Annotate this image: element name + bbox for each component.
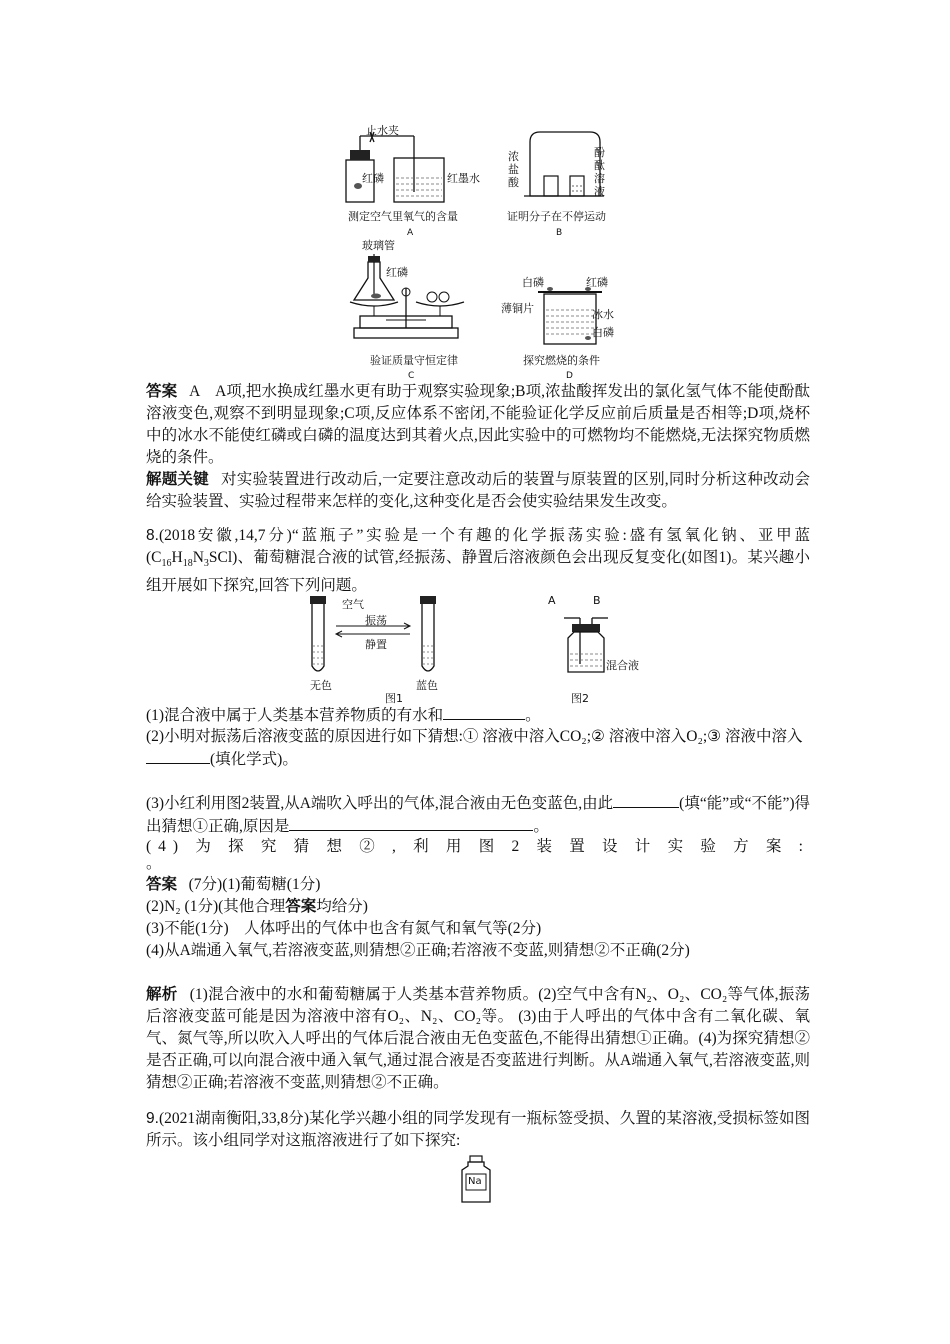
figure-b-phenol-label: 酚 酞 溶 液: [594, 146, 605, 198]
figure-c-caption: 验证质量守恒定律: [370, 354, 458, 367]
q8-part4-end-line: [146, 853, 810, 875]
q8-part2: [146, 726, 810, 771]
figure-d-white-phosphorus-label: 白磷: [522, 276, 544, 289]
q8-answer-2b: 答案: [285, 898, 317, 915]
q8-part2-end: (填化学式)。: [210, 751, 298, 768]
q8-sub-3: 3: [203, 558, 209, 570]
figure-b-acid-label: 浓 盐 酸: [508, 150, 519, 189]
q8-figure2-mix-label: 混合液: [606, 659, 639, 672]
figure-a-caption: 测定空气里氧气的含量: [348, 210, 458, 223]
q8-part4-end: 。: [146, 855, 162, 872]
q8-figure1-caption: 图1: [385, 692, 403, 705]
q8-part1-blank[interactable]: [443, 704, 525, 720]
figure-a-ink-label: 红墨水: [447, 172, 480, 185]
q7-key-label: 解题关键: [146, 471, 209, 488]
q8-part4-text: (4)为探究猜想②,利用图2装置设计实验方案:: [146, 838, 810, 855]
q8-sub-18: 18: [182, 558, 193, 570]
q8-part3-blank-b[interactable]: [289, 815, 533, 831]
q8-explanation: [146, 984, 810, 1094]
q9-bottle-label: Na: [468, 1176, 482, 1187]
q8-answer-4: (4)从A端通入氧气,若溶液变蓝,则猜想②正确;若溶液不变蓝,则猜想②不正确(2分): [146, 942, 690, 959]
figure-a-clip-label: 止水夹: [366, 124, 399, 137]
q8-answer-3: (3)不能(1分) 人体呼出的气体中也含有氮气和氧气等(2分): [146, 920, 542, 937]
q8-stem-c: H: [171, 549, 183, 566]
q8-figure2-a-label: A: [548, 594, 556, 607]
q7-answer-label: 答案: [146, 383, 178, 400]
figure-c-letter: C: [408, 371, 415, 381]
figure-d-caption: 探究燃烧的条件: [523, 354, 600, 367]
figure-c-phosphorus-label: 红磷: [386, 266, 408, 279]
q8-part2-text: (2)小明对振荡后溶液变蓝的原因进行如下猜想:① 溶液中溶入CO₂;② 溶液中溶入O₂;③ 溶液中溶入: [146, 728, 803, 745]
q8-answer-1: (7分)(1)葡萄糖(1分): [188, 876, 321, 893]
q8-figure1-blue-label: 蓝色: [416, 679, 438, 692]
q8-answer: [146, 874, 810, 962]
q8-answer-label: 答案: [146, 876, 178, 893]
q8-stem-a: (2018安徽,14,7分)“蓝瓶子”实验是一个有趣的化学振荡实验:盛有氢氧化钠、亚甲蓝(C: [146, 527, 810, 566]
figure-b-letter: B: [556, 228, 563, 238]
q7-answer-text: A A项,把水换成红墨水更有助于观察实验现象;B项,浓盐酸挥发出的氯化氢气体不能使酚酞溶液变色,观察不到明显现象;C项,反应体系不密闭,不能验证化学反应前后质量是否相等;D项,烧杯中的冰水不能使红磷或白磷的温度达到其着火点,因此实验中的可燃物均不能燃烧,无法探究物质燃烧的条件。: [146, 383, 810, 466]
q8-number: 8.: [146, 527, 159, 544]
q9-stem: [146, 1108, 810, 1152]
q8-answer-2c: 均给分): [316, 898, 368, 915]
q8-figure2-caption: 图2: [571, 692, 589, 705]
q8-figure1-shake-label: 振荡: [365, 614, 387, 627]
q8-part3-end: 。: [533, 818, 549, 835]
q8-part3: [146, 792, 810, 838]
q8-figure2-b-label: B: [593, 594, 601, 607]
q8-sub-16: 16: [161, 558, 172, 570]
figure-b-diffusion-apparatus: [524, 128, 604, 208]
q8-stem: [146, 525, 810, 597]
q8-explanation-text: (1)混合液中的水和葡萄糖属于人类基本营养物质。(2)空气中含有N₂、O₂、CO₂等气体,振荡后溶液变蓝可能是因为溶液中溶有O₂、N₂、CO₂等。 (3)由于人呼出的气体中含有二氧化碳、氧气、氮气等,所以吹入人呼出的气体后混合液由无色变蓝色,不能得出猜想①正确。(4)为探究猜想②是否正确,可以向混合液中通入氧气,通过混合液是否变蓝进行判断。从A端通入氧气,若溶液变蓝,则猜想②正确;若溶液不变蓝,则猜想②不正确。: [146, 986, 810, 1091]
figure-b-caption: 证明分子在不停运动: [507, 210, 606, 223]
q8-part2-blank[interactable]: [146, 748, 210, 764]
figure-a-letter: A: [407, 228, 414, 238]
q8-figure1-still-label: 静置: [365, 638, 387, 651]
q8-part1: [146, 704, 810, 727]
figure-d-red-phosphorus-label: 红磷: [586, 276, 608, 289]
q8-part3-text-a: (3)小红利用图2装置,从A端吹入呼出的气体,混合液由无色变蓝色,由此: [146, 795, 614, 812]
figure-c-balance-apparatus: [346, 248, 466, 348]
q7-key-point: [146, 469, 810, 513]
figure-d-ice-label: 冰水: [592, 308, 614, 321]
q8-figure1-air-label: 空气: [342, 598, 364, 611]
figure-a-phosphorus-label: 红磷: [362, 172, 384, 185]
q8-figure1-colorless-label: 无色: [310, 679, 332, 692]
q9-number: 9.: [146, 1110, 159, 1127]
q9-stem-text: (2021湖南衡阳,33,8分)某化学兴趣小组的同学发现有一瓶标签受损、久置的某溶液,受损标签如图所示。该小组同学对这瓶溶液进行了如下探究:: [146, 1110, 810, 1149]
q8-explanation-label: 解析: [146, 986, 178, 1003]
q8-part3-text-b: (填“能”或“不能”)得出猜想①正确,原因是: [146, 795, 810, 835]
figure-d-white-phosphorus2-label: 白磷: [592, 326, 614, 339]
figure-d-letter: D: [566, 371, 573, 381]
q8-stem-g: SCl)、葡萄糖混合液的试管,经振荡、静置后溶液颜色会出现反复变化(如图1)。某兴趣小组开展如下探究,回答下列问题。: [146, 549, 810, 595]
q7-answer: [146, 381, 810, 469]
q8-part3-blank-a[interactable]: [613, 792, 679, 808]
q8-answer-2a: (2)N₂ (1分)(其他合理: [146, 898, 286, 915]
figure-c-tube-label: 玻璃管: [362, 239, 395, 252]
figure-d-copper-label: 薄铜片: [501, 302, 534, 315]
q8-stem-e: N: [192, 549, 204, 566]
q7-key-text: 对实验装置进行改动后,一定要注意改动后的装置与原装置的区别,同时分析这种改动会给实验装置、实验过程带来怎样的变化,这种变化是否会使实验结果发生改变。: [146, 471, 810, 510]
q8-part1-end: 。: [525, 707, 541, 724]
q8-part1-text: (1)混合液中属于人类基本营养物质的有水和: [146, 707, 444, 724]
